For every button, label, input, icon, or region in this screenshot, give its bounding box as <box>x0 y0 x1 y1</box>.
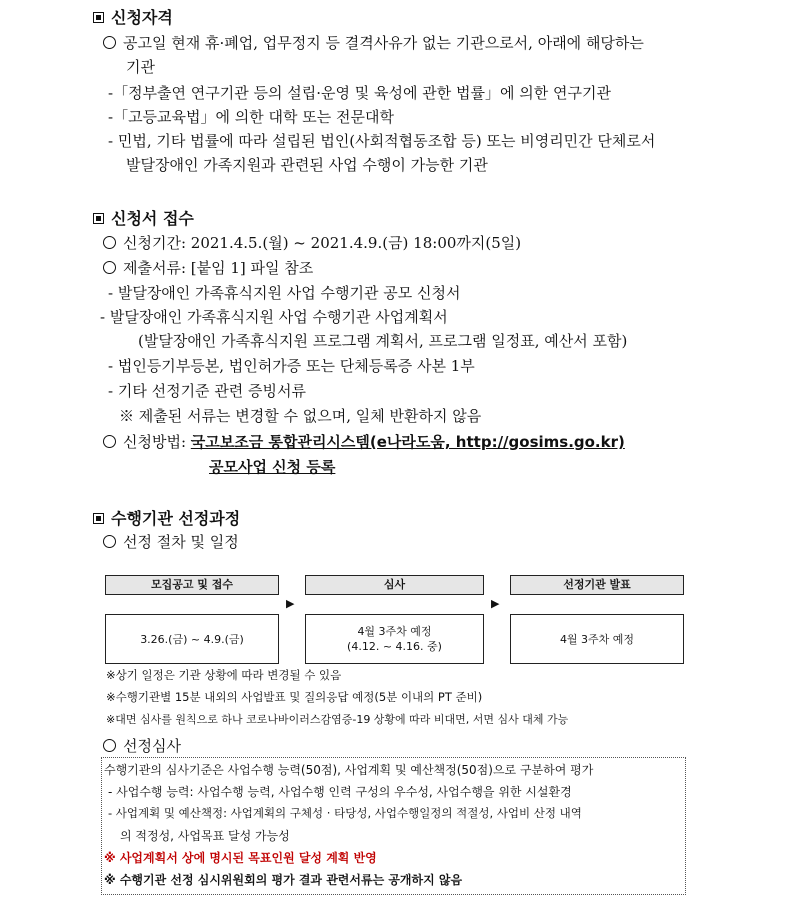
step-recruitment-detail <box>105 614 279 664</box>
circle-bullet-icon <box>103 236 116 249</box>
step-announcement-detail <box>510 614 684 664</box>
eligibility-item: 발달장애인 가족지원과 관련된 사업 수행이 가능한 기관 <box>126 156 488 174</box>
selection-review-heading <box>103 735 181 756</box>
section-selection-title <box>93 506 240 529</box>
arrow-right-icon: ▶ <box>286 597 295 610</box>
selection-schedule-text: 선정 절차 및 일정 <box>123 533 239 551</box>
criteria-red-note: ※ 사업계획서 상에 명시된 목표인원 달성 계획 반영 <box>104 851 377 865</box>
schedule-note: ※수행기관별 15분 내외의 사업발표 및 질의응답 예정(5분 이내의 PT 준비) <box>106 690 483 704</box>
doc-note: ※ 제출된 서류는 변경할 수 없으며, 일체 반환하지 않음 <box>119 407 482 425</box>
doc-item: - 발달장애인 가족휴식지원 사업 수행기관 사업계획서 <box>100 308 448 326</box>
step-detail-line: 4월 3주차 예정 <box>357 625 432 638</box>
method-link-line2 <box>209 456 335 477</box>
eligibility-item: -「고등교육법」에 의한 대학 또는 전문대학 <box>108 108 394 126</box>
square-bullet-icon <box>93 513 104 524</box>
square-bullet-icon <box>93 12 104 23</box>
circle-bullet-icon <box>103 535 116 548</box>
criteria-box <box>101 757 686 895</box>
section-title-text: 신청서 접수 <box>111 209 194 228</box>
method-label: 신청방법: <box>123 433 191 451</box>
criteria-bold-note: ※ 수행기관 선정 심시위원회의 평가 결과 관련서류는 공개하지 않음 <box>104 873 463 887</box>
application-period-text: 신청기간: 2021.4.5.(월) ~ 2021.4.9.(금) 18:00까지(5일) <box>123 234 522 252</box>
step-detail-line: 4월 3주차 예정 <box>559 632 635 646</box>
eligibility-intro-line1: 공고일 현재 휴·폐업, 업무정지 등 결격사유가 없는 기관으로서, 아래에 해당하는 <box>123 34 644 52</box>
criteria-line: 수행기관의 심사기준은 사업수행 능력(50점), 사업계획 및 예산책정(50점)으로 구분하여 평가 <box>104 763 594 777</box>
circle-bullet-icon <box>103 36 116 49</box>
arrow-right-icon: ▶ <box>491 597 500 610</box>
step-announcement-label: 선정기관 발표 <box>510 575 684 595</box>
section-title-text: 신청자격 <box>111 8 173 27</box>
criteria-line: - 사업수행 능력: 사업수행 능력, 사업수행 인력 구성의 우수성, 사업수행을 위한 시설환경 <box>108 785 572 799</box>
criteria-line: 의 적정성, 사업목표 달성 가능성 <box>120 829 290 843</box>
section-title-text: 수행기관 선정과정 <box>111 509 241 528</box>
eligibility-intro <box>103 32 644 53</box>
schedule-note: ※대면 심사를 원칙으로 하나 코로나바이러스감염증-19 상황에 따라 비대면, 서면 심사 대체 가능 <box>106 713 569 726</box>
application-period <box>103 232 521 253</box>
step-review-label: 심사 <box>305 575 484 595</box>
doc-item: - 기타 선정기준 관련 증빙서류 <box>108 382 307 400</box>
eligibility-intro-line2: 기관 <box>126 58 155 76</box>
eligibility-item: -「정부출연 연구기관 등의 설립·운영 및 육성에 관한 법률」에 의한 연구기관 <box>108 84 611 102</box>
gosims-register-link[interactable]: 공모사업 신청 등록 <box>209 458 336 476</box>
step-review-detail <box>305 614 484 664</box>
section-apply-eligibility-title <box>93 5 173 28</box>
selection-schedule-heading <box>103 531 239 552</box>
application-docs <box>103 257 313 278</box>
circle-bullet-icon <box>103 435 116 448</box>
gosims-link[interactable]: 국고보조금 통합관리시스템(e나라도움, http://gosims.go.kr) <box>190 433 625 451</box>
schedule-note: ※상기 일정은 기관 상황에 따라 변경될 수 있음 <box>106 668 342 682</box>
selection-review-text: 선정심사 <box>123 737 181 755</box>
step-detail-line2: (4.12. ~ 4.16. 중) <box>347 640 442 653</box>
circle-bullet-icon <box>103 739 116 752</box>
doc-item: (발달장애인 가족휴식지원 프로그램 계획서, 프로그램 일정표, 예산서 포함) <box>138 332 628 350</box>
step-recruitment-label: 모집공고 및 접수 <box>105 575 279 595</box>
application-method <box>103 431 625 452</box>
step-detail-line: 3.26.(금) ~ 4.9.(금) <box>140 632 244 646</box>
criteria-line: - 사업계획 및 예산책정: 사업계획의 구체성 · 타당성, 사업수행일정의 적절성, 사업비 산정 내역 <box>108 806 582 820</box>
application-docs-text: 제출서류: [붙임 1] 파일 참조 <box>123 259 314 277</box>
eligibility-item: - 민법, 기타 법률에 따라 설립된 법인(사회적협동조합 등) 또는 비영리민간 단체로서 <box>108 132 656 150</box>
square-bullet-icon <box>93 213 104 224</box>
doc-item: - 발달장애인 가족휴식지원 사업 수행기관 공모 신청서 <box>108 284 461 302</box>
circle-bullet-icon <box>103 261 116 274</box>
doc-item: - 법인등기부등본, 법인허가증 또는 단체등록증 사본 1부 <box>108 357 475 375</box>
section-application-title <box>93 206 194 229</box>
